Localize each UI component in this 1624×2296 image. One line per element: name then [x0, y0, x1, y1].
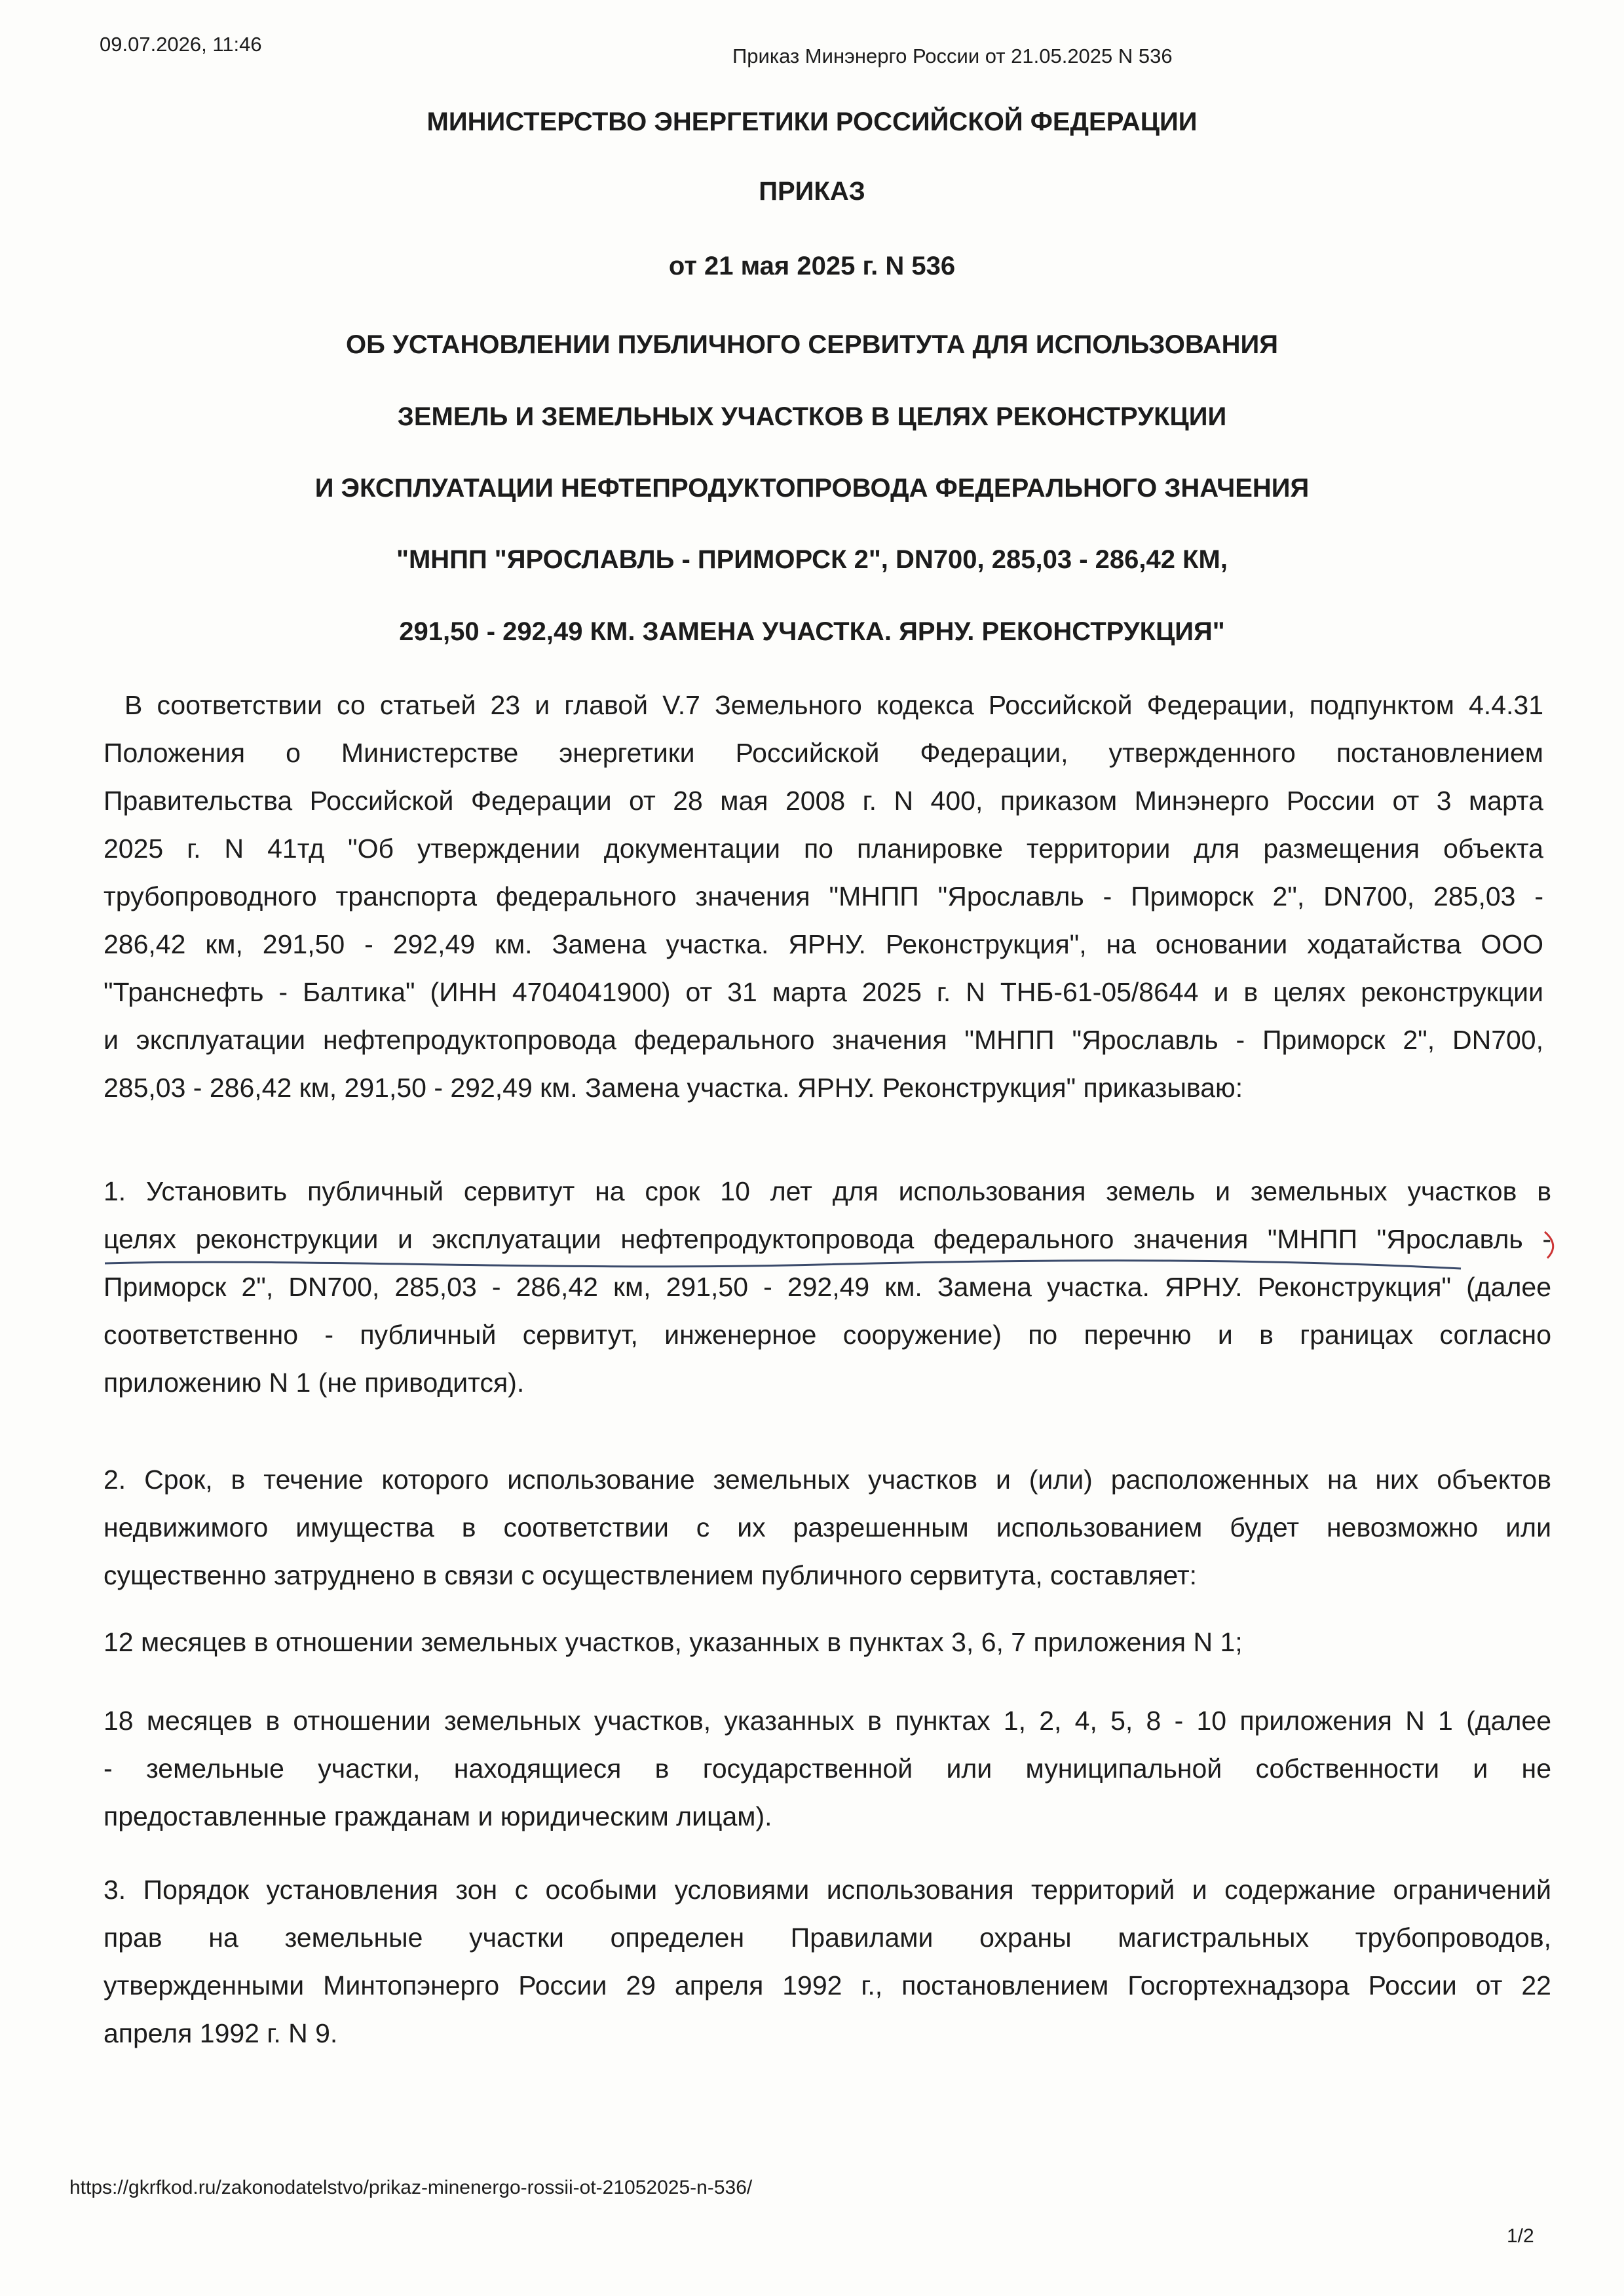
- item-1-line: 1. Установить публичный сервитут на срок 10 лет для использования земель и земельных участков в: [104, 1176, 1551, 1206]
- subject-line-2: ЗЕМЕЛЬ И ЗЕМЕЛЬНЫХ УЧАСТКОВ В ЦЕЛЯХ РЕКОНСТРУКЦИИ: [397, 402, 1227, 431]
- item-3-line: прав на земельные участки определен Правилами охраны магистральных трубопроводов,: [104, 1923, 1551, 1953]
- handwritten-underline-mark: [98, 1252, 1566, 1278]
- page-number: 1/2: [1507, 2225, 1534, 2247]
- subject-line-5: 291,50 - 292,49 КМ. ЗАМЕНА УЧАСТКА. ЯРНУ. РЕКОНСТРУКЦИЯ": [399, 617, 1225, 646]
- preamble-line: 286,42 км, 291,50 - 292,49 км. Замена участка. ЯРНУ. Реконструкция", на основании ходатайства ООО: [104, 929, 1543, 959]
- item-1-paragraph: [104, 1168, 1551, 1407]
- item-2-line: 2. Срок, в течение которого использование земельных участков и (или) расположенных на них объектов: [104, 1464, 1551, 1495]
- document-date-number: от 21 мая 2025 г. N 536: [668, 252, 956, 280]
- item-3-line: утвержденными Минтопэнерго России 29 апреля 1992 г., постановлением Госгортехнадзора России от 22: [104, 1970, 1551, 2000]
- item-2a-line: 12 месяцев в отношении земельных участков, указанных в пунктах 3, 6, 7 приложения N 1;: [104, 1627, 1243, 1657]
- preamble-line: В соответствии со статьей 23 и главой V.7 Земельного кодекса Российской Федерации, подпунктом 4.4.31: [124, 690, 1543, 720]
- preamble-line: 2025 г. N 41тд "Об утверждении документации по планировке территории для размещения объекта: [104, 833, 1543, 864]
- item-1-line: приложению N 1 (не приводится).: [104, 1368, 525, 1398]
- preamble-line: и эксплуатации нефтепродуктопровода федерального значения "МНПП "Ярославль - Приморск 2", DN700,: [104, 1025, 1543, 1055]
- preamble-line: трубопроводного транспорта федерального значения "МНПП "Ярославль - Приморск 2", DN700, 285,03 -: [104, 881, 1543, 911]
- item-1-line: Приморск 2", DN700, 285,03 - 286,42 км, 291,50 - 292,49 км. Замена участка. ЯРНУ. Реконструкция" (далее: [104, 1272, 1551, 1302]
- footer-url[interactable]: https://gkrfkod.ru/zakonodatelstvo/prikaz-minenergo-rossii-ot-21052025-n-536/: [69, 2177, 753, 2198]
- item-2b-line: предоставленные гражданам и юридическим лицам).: [104, 1801, 772, 1831]
- item-2-line: существенно затруднено в связи с осуществлением публичного сервитута, составляет:: [104, 1560, 1198, 1590]
- ministry-name: МИНИСТЕРСТВО ЭНЕРГЕТИКИ РОССИЙСКОЙ ФЕДЕРАЦИИ: [426, 107, 1198, 136]
- subject-line-1: ОБ УСТАНОВЛЕНИИ ПУБЛИЧНОГО СЕРВИТУТА ДЛЯ ИСПОЛЬЗОВАНИЯ: [345, 330, 1279, 359]
- item-3-paragraph: [104, 1866, 1551, 2057]
- item-2-paragraph: [104, 1456, 1551, 1599]
- preamble-line: "Транснефть - Балтика" (ИНН 4704041900) от 31 марта 2025 г. N ТНБ-61-05/8644 и в целях реконструкции: [104, 977, 1543, 1007]
- item-3-line: апреля 1992 г. N 9.: [104, 2018, 338, 2048]
- document-type: ПРИКАЗ: [759, 177, 865, 206]
- subject-line-3: И ЭКСПЛУАТАЦИИ НЕФТЕПРОДУКТОПРОВОДА ФЕДЕРАЛЬНОГО ЗНАЧЕНИЯ: [314, 474, 1310, 503]
- print-datetime: 09.07.2026, 11:46: [100, 33, 262, 56]
- preamble-line: Положения о Министерстве энергетики Российской Федерации, утвержденного постановлением: [104, 738, 1543, 768]
- item-2b-paragraph: [104, 1697, 1551, 1841]
- item-2a-paragraph: [104, 1618, 1551, 1666]
- preamble-line: Правительства Российской Федерации от 28 мая 2008 г. N 400, приказом Минэнерго России от 3 марта: [104, 786, 1543, 816]
- item-2b-line: 18 месяцев в отношении земельных участков, указанных в пунктах 1, 2, 4, 5, 8 - 10 приложения N 1 (далее: [104, 1706, 1551, 1736]
- preamble-paragraph: [104, 681, 1543, 1112]
- subject-line-4: "МНПП "ЯРОСЛАВЛЬ - ПРИМОРСК 2", DN700, 285,03 - 286,42 КМ,: [396, 545, 1228, 574]
- item-1-line: соответственно - публичный сервитут, инженерное сооружение) по перечню и в границах согласно: [104, 1320, 1551, 1350]
- item-2b-line: - земельные участки, находящиеся в государственной или муниципальной собственности и не: [104, 1753, 1551, 1784]
- item-3-line: 3. Порядок установления зон с особыми условиями использования территорий и содержание ограничений: [104, 1875, 1551, 1905]
- preamble-line: 285,03 - 286,42 км, 291,50 - 292,49 км. Замена участка. ЯРНУ. Реконструкция" приказываю:: [104, 1073, 1243, 1103]
- item-1-line: целях реконструкции и эксплуатации нефтепродуктопровода федерального значения "МНПП "Ярославль -: [104, 1224, 1551, 1254]
- item-2-line: недвижимого имущества в соответствии с их разрешенным использованием будет невозможно или: [104, 1512, 1551, 1542]
- document-reference: Приказ Минэнерго России от 21.05.2025 N 536: [732, 45, 1173, 67]
